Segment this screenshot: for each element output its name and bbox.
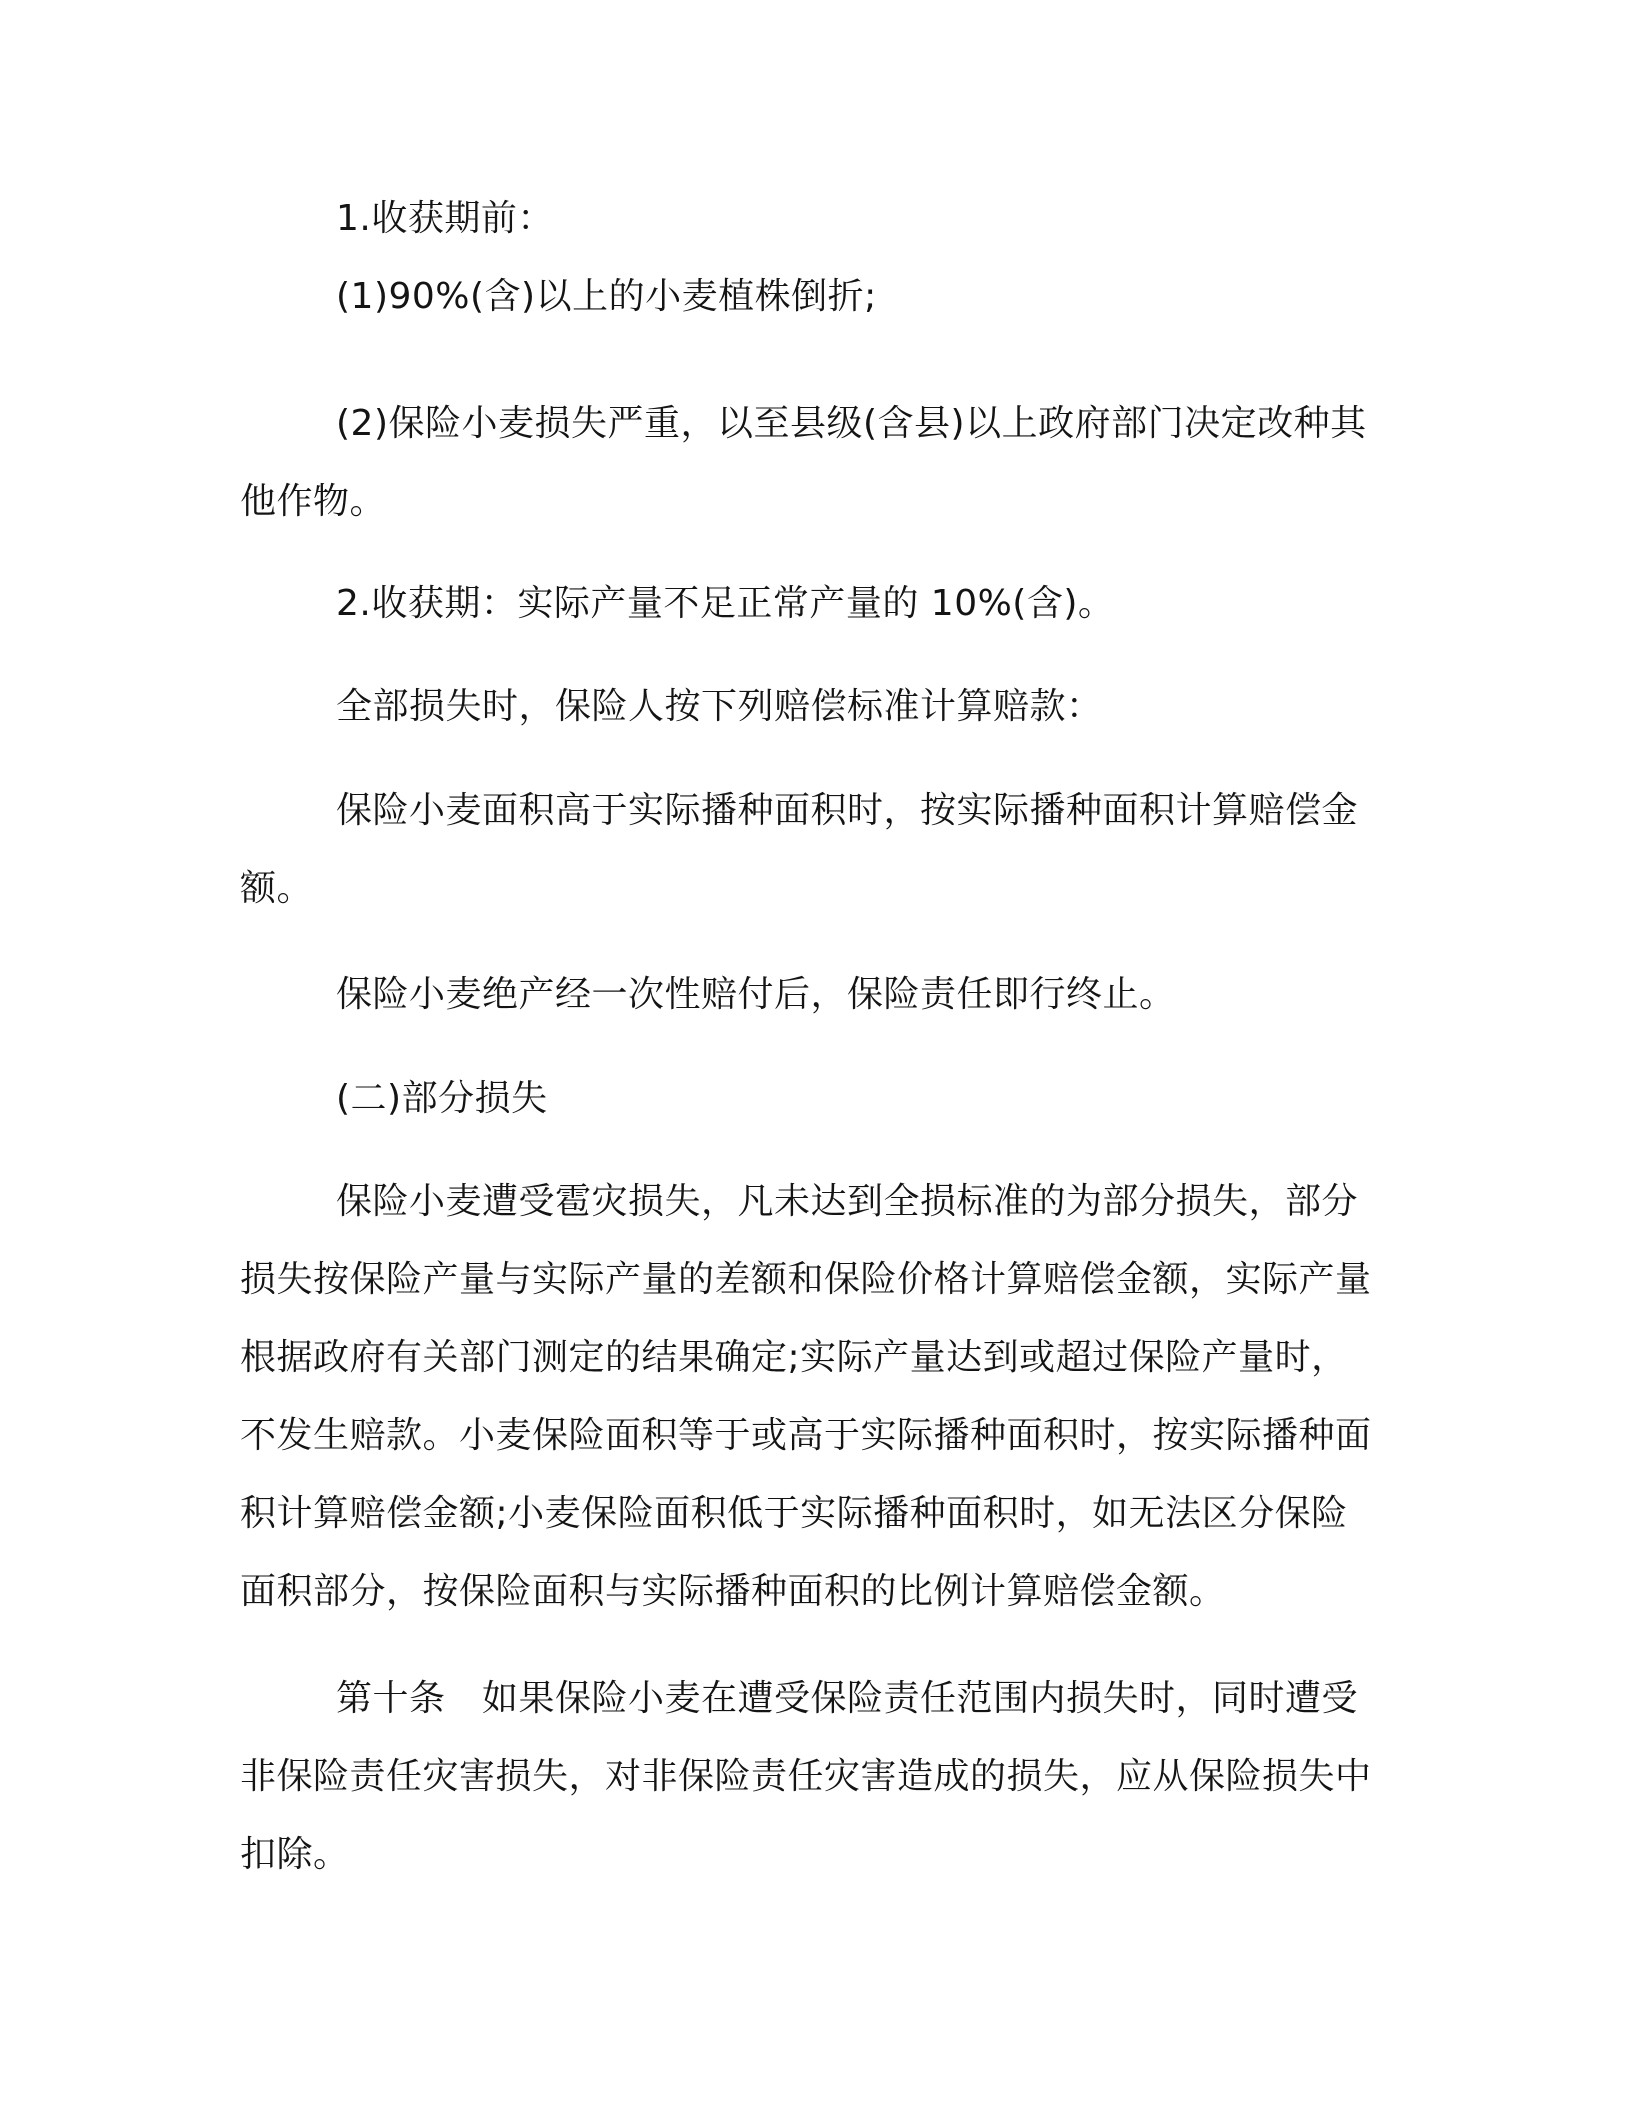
paragraph-article-ten: 第十条 如果保险小麦在遭受保险责任范围内损失时，同时遭受非保险责任灾害损失，对非保险责任灾害造成的损失，应从保险损失中扣除。 bbox=[240, 1678, 1372, 1875]
paragraph-termination: 保险小麦绝产经一次性赔付后，保险责任即行终止。 bbox=[336, 974, 1176, 1015]
paragraph-harvest-period: 2.收获期：实际产量不足正常产量的 10%(含)。 bbox=[336, 583, 1115, 624]
paragraph-harvest-before: 1.收获期前： bbox=[336, 198, 554, 239]
paragraph-area-rule: 保险小麦面积高于实际播种面积时，按实际播种面积计算赔偿金额。 bbox=[240, 790, 1359, 909]
section-heading-partial-loss: (二)部分损失 bbox=[336, 1078, 548, 1119]
paragraph-total-loss-standard: 全部损失时，保险人按下列赔偿标准计算赔款： bbox=[336, 686, 1103, 727]
paragraph-item-replant: (2)保险小麦损失严重，以至县级(含县)以上政府部门决定改种其他作物。 bbox=[240, 403, 1367, 522]
paragraph-item-lodging: (1)90%(含)以上的小麦植株倒折; bbox=[336, 276, 877, 317]
paragraph-partial-loss-detail: 保险小麦遭受雹灾损失，凡未达到全损标准的为部分损失，部分损失按保险产量与实际产量的差额和保险价格计算赔偿金额，实际产量根据政府有关部门测定的结果确定;实际产量达到或超过保险产量时，不发生赔款。小麦保险面积等于或高于实际播种面积时，按实际播种面积计算赔偿金额;小麦保险面积低于实际播种面积时，如无法区分保险面积部分，按保险面积与实际播种面积的比例计算赔偿金额。 bbox=[240, 1181, 1372, 1612]
